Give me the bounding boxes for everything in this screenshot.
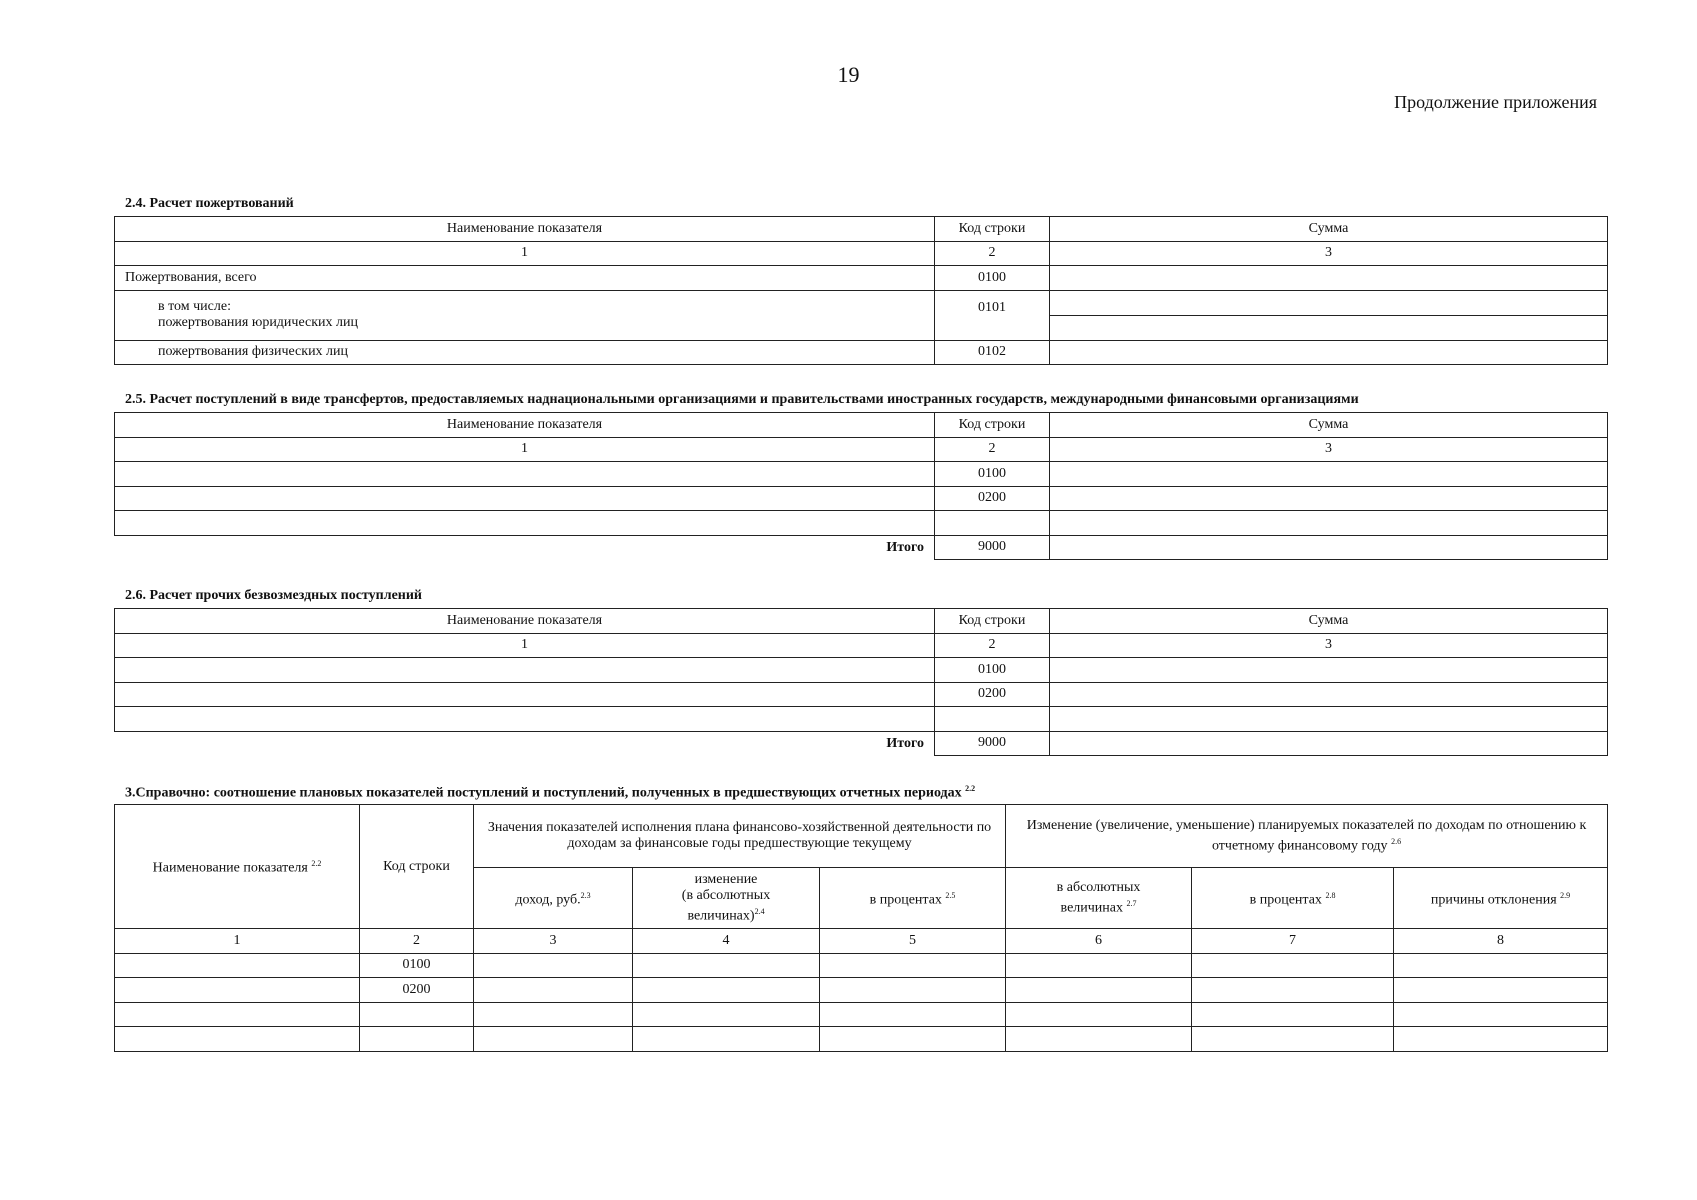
section-3-title xyxy=(125,784,975,802)
data-cell[interactable] xyxy=(820,1002,1006,1027)
table-header-row xyxy=(115,217,1608,242)
row-name: Пожертвования, всего xyxy=(115,266,935,291)
row-code: 0100 xyxy=(935,658,1050,683)
row-name-line2: пожертвования юридических лиц xyxy=(158,315,359,330)
table-row xyxy=(115,682,1608,707)
footnote-ref: 2.2 xyxy=(311,859,322,869)
section-2-4-title: 2.4. Расчет пожертвований xyxy=(125,196,294,211)
row-name[interactable] xyxy=(115,953,360,978)
sum-cell[interactable] xyxy=(1050,486,1608,511)
row-name xyxy=(115,290,935,340)
footnote-ref: 2.5 xyxy=(945,890,956,900)
sum-cell[interactable] xyxy=(1050,266,1608,291)
row-code xyxy=(360,1027,474,1052)
header-code: Код строки xyxy=(360,805,474,929)
sum-subcell[interactable] xyxy=(1050,291,1607,316)
row-name[interactable] xyxy=(115,682,935,707)
footnote-ref: 2.8 xyxy=(1325,890,1336,900)
col-num-5: 5 xyxy=(820,929,1006,954)
row-code xyxy=(935,707,1050,732)
header-name: Наименование показателя xyxy=(115,609,935,634)
data-cell[interactable] xyxy=(1394,1027,1608,1052)
header-name: Наименование показателя xyxy=(115,413,935,438)
table-row xyxy=(115,486,1608,511)
row-code: 0100 xyxy=(360,953,474,978)
col-num-2: 2 xyxy=(935,241,1050,266)
header-percent-text: в процентах xyxy=(869,892,942,908)
table-header-row xyxy=(115,413,1608,438)
row-code: 0200 xyxy=(360,978,474,1003)
row-name[interactable] xyxy=(115,707,935,732)
data-cell[interactable] xyxy=(820,978,1006,1003)
total-sum-cell[interactable] xyxy=(1050,731,1608,756)
footnote-ref: 2.2 xyxy=(965,784,976,793)
header-text-line xyxy=(1012,896,1185,917)
header-name xyxy=(115,805,360,929)
row-name[interactable] xyxy=(115,978,360,1003)
data-cell[interactable] xyxy=(1006,1027,1192,1052)
header-code: Код строки xyxy=(935,609,1050,634)
data-cell[interactable] xyxy=(1192,978,1394,1003)
col-num-2: 2 xyxy=(935,633,1050,658)
table-row xyxy=(115,707,1608,732)
header-percent-change-text: в процентах xyxy=(1249,892,1322,908)
column-number-row xyxy=(115,633,1608,658)
other-receipts-table xyxy=(114,608,1608,756)
header-group-change xyxy=(1006,805,1608,868)
header-text-line: в абсолютных xyxy=(1056,879,1141,895)
data-cell[interactable] xyxy=(1192,1002,1394,1027)
header-group-prior-values: Значения показателей исполнения плана финансово-хозяйственной деятельности по доходам за финансовые годы предшествующие текущему xyxy=(474,805,1006,868)
header-absolute-values xyxy=(1006,868,1192,929)
row-name[interactable] xyxy=(115,1027,360,1052)
table-row xyxy=(115,1002,1608,1027)
data-cell[interactable] xyxy=(820,953,1006,978)
total-label: Итого xyxy=(886,539,924,555)
footnote-ref: 2.3 xyxy=(580,890,591,900)
sum-cell[interactable] xyxy=(1050,707,1608,732)
col-num-7: 7 xyxy=(1192,929,1394,954)
footnote-ref: 2.9 xyxy=(1560,890,1571,900)
header-sum: Сумма xyxy=(1050,217,1608,242)
header-text-line xyxy=(639,904,813,925)
row-code xyxy=(935,511,1050,536)
section-2-5-title: 2.5. Расчет поступлений в виде трансфертов, предоставляемых наднациональными организациями и правительствами иностранных государств, международными финансовыми организациями xyxy=(125,392,1359,407)
data-cell[interactable] xyxy=(474,1027,633,1052)
col-num-3: 3 xyxy=(1050,633,1608,658)
row-code: 0200 xyxy=(935,682,1050,707)
header-text-line: изменение xyxy=(694,871,758,887)
data-cell[interactable] xyxy=(633,953,820,978)
sum-cell[interactable] xyxy=(1050,658,1608,683)
data-cell[interactable] xyxy=(474,953,633,978)
table-row xyxy=(115,266,1608,291)
header-text-line: (в абсолютных xyxy=(681,887,771,903)
col-num-2: 2 xyxy=(360,929,474,954)
col-num-1: 1 xyxy=(115,633,935,658)
row-code: 0200 xyxy=(935,486,1050,511)
column-number-row xyxy=(115,437,1608,462)
data-cell[interactable] xyxy=(633,978,820,1003)
col-num-3: 3 xyxy=(474,929,633,954)
total-code: 9000 xyxy=(935,731,1050,756)
header-change-absolute xyxy=(633,868,820,929)
sum-cell[interactable] xyxy=(1050,462,1608,487)
transfers-table xyxy=(114,412,1608,560)
section-2-6-title: 2.6. Расчет прочих безвозмездных поступлений xyxy=(125,588,422,603)
continuation-label: Продолжение приложения xyxy=(1394,92,1597,112)
table-row xyxy=(115,953,1608,978)
header-sum: Сумма xyxy=(1050,413,1608,438)
header-text-part: величинах xyxy=(1060,900,1124,916)
col-num-6: 6 xyxy=(1006,929,1192,954)
data-cell[interactable] xyxy=(633,1027,820,1052)
table-header-row xyxy=(115,609,1608,634)
sum-subcell[interactable] xyxy=(1050,316,1607,340)
header-text-part: величинах) xyxy=(687,908,755,924)
table-row xyxy=(115,658,1608,683)
total-sum-cell[interactable] xyxy=(1050,535,1608,560)
data-cell[interactable] xyxy=(633,1002,820,1027)
data-cell[interactable] xyxy=(820,1027,1006,1052)
data-cell[interactable] xyxy=(1006,978,1192,1003)
header-income-text: доход, руб. xyxy=(515,892,581,908)
table-row xyxy=(115,1027,1608,1052)
col-num-8: 8 xyxy=(1394,929,1608,954)
col-num-1: 1 xyxy=(115,437,935,462)
row-code: 0100 xyxy=(935,462,1050,487)
data-cell[interactable] xyxy=(474,978,633,1003)
sum-cell[interactable] xyxy=(1050,682,1608,707)
row-name[interactable] xyxy=(115,486,935,511)
row-code xyxy=(360,1002,474,1027)
col-num-1: 1 xyxy=(115,929,360,954)
reference-ratio-table xyxy=(114,804,1608,1052)
header-income xyxy=(474,868,633,929)
row-name-line1: в том числе: xyxy=(158,299,231,314)
header-name-text: Наименование показателя xyxy=(152,860,308,876)
column-number-row xyxy=(115,929,1608,954)
row-name: пожертвования физических лиц xyxy=(115,340,935,365)
data-cell[interactable] xyxy=(1394,978,1608,1003)
donations-table xyxy=(114,216,1608,365)
data-cell[interactable] xyxy=(1394,1002,1608,1027)
col-num-2: 2 xyxy=(935,437,1050,462)
header-code: Код строки xyxy=(935,217,1050,242)
table-header-row xyxy=(115,805,1608,868)
row-name[interactable] xyxy=(115,1002,360,1027)
table-row xyxy=(115,290,1608,340)
footnote-ref: 2.7 xyxy=(1126,898,1137,908)
total-row xyxy=(115,535,1608,560)
data-cell[interactable] xyxy=(1006,953,1192,978)
col-num-4: 4 xyxy=(633,929,820,954)
header-deviation-reasons xyxy=(1394,868,1608,929)
row-name[interactable] xyxy=(115,462,935,487)
table-row xyxy=(115,511,1608,536)
row-name[interactable] xyxy=(115,511,935,536)
header-name: Наименование показателя xyxy=(115,217,935,242)
row-name[interactable] xyxy=(115,658,935,683)
page-number: 19 xyxy=(837,62,860,87)
data-cell[interactable] xyxy=(1192,1027,1394,1052)
row-code: 0100 xyxy=(935,266,1050,291)
total-code: 9000 xyxy=(935,535,1050,560)
table-row xyxy=(115,340,1608,365)
data-cell[interactable] xyxy=(1394,953,1608,978)
footnote-ref: 2.6 xyxy=(1391,836,1402,846)
data-cell[interactable] xyxy=(1006,1002,1192,1027)
table-row xyxy=(115,462,1608,487)
row-code: 0101 xyxy=(935,290,1050,340)
header-group-change-text: Изменение (увеличение, уменьшение) планируемых показателей по доходам по отношению к отчетному финансовому году xyxy=(1026,817,1587,854)
total-row xyxy=(115,731,1608,756)
sum-cell[interactable] xyxy=(1050,511,1608,536)
sum-cell[interactable] xyxy=(1050,290,1608,340)
data-cell[interactable] xyxy=(474,1002,633,1027)
header-deviation-reasons-text: причины отклонения xyxy=(1430,892,1557,908)
col-num-1: 1 xyxy=(115,241,935,266)
row-code: 0102 xyxy=(935,340,1050,365)
col-num-3: 3 xyxy=(1050,241,1608,266)
col-num-3: 3 xyxy=(1050,437,1608,462)
sum-cell[interactable] xyxy=(1050,340,1608,365)
section-3-title-text: 3.Справочно: соотношение плановых показателей поступлений и поступлений, полученных в предшествующих отчетных периодах xyxy=(125,785,962,801)
footnote-ref: 2.4 xyxy=(754,906,765,916)
data-cell[interactable] xyxy=(1192,953,1394,978)
header-sum: Сумма xyxy=(1050,609,1608,634)
header-percent-change xyxy=(1192,868,1394,929)
header-code: Код строки xyxy=(935,413,1050,438)
total-label: Итого xyxy=(886,735,924,751)
header-percent xyxy=(820,868,1006,929)
table-row xyxy=(115,978,1608,1003)
column-number-row xyxy=(115,241,1608,266)
